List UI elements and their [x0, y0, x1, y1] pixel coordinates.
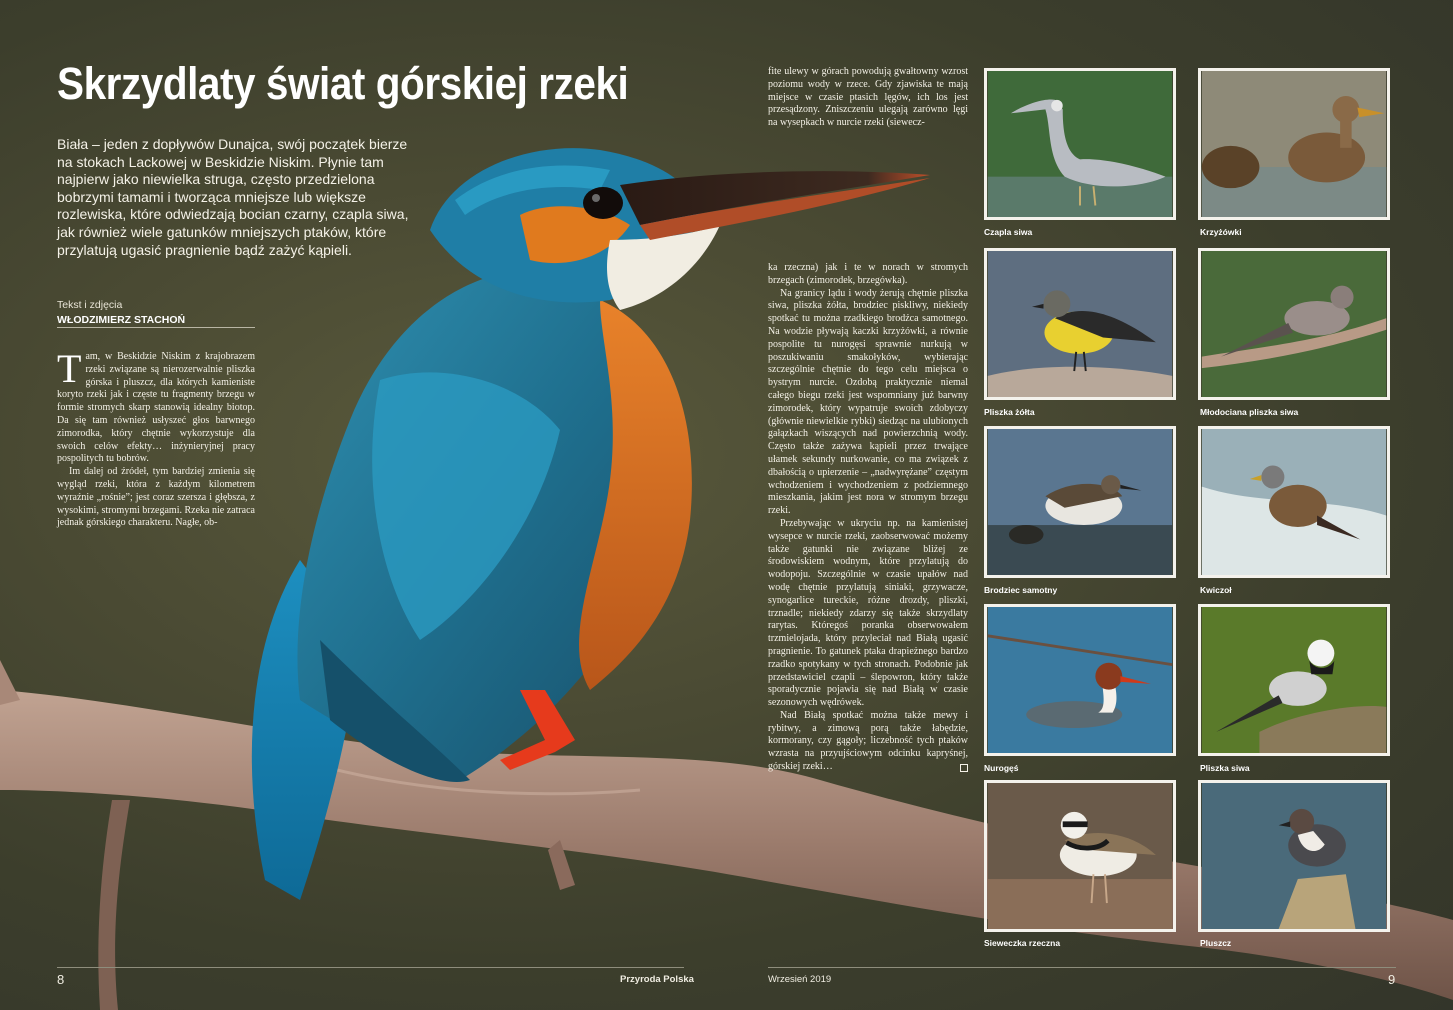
- fieldfare-photo: [1198, 426, 1390, 578]
- photo-caption: Nurogęś: [984, 763, 1019, 773]
- body-paragraph: fite ulewy w górach powodują gwałtowny wzrost poziomu wody w rzece. Gdy zjawiska te mają miejsce w czasie ptasich lęgów, ich los jest przesądzony. Zniszczeniu ulegają zarówno lęgi na wysepkach w nurcie rzeki (siewecz-: [768, 66, 968, 129]
- photo-caption: Kwiczoł: [1200, 585, 1232, 595]
- article-lead: Biała – jeden z dopływów Dunajca, swój początek bierze na stokach Lackowej w Beskidzie Niskim. Płynie tam najpierw jako niewielka struga, często przedzielona bobrzymi tamami i tworząca mniejsze lub większe rozlewiska, które odwiedzają bocian czarny, czapla siwa, jak również wiele gatunków mniejszych ptaków, które przylatują ugasić pragnienie bądź zażyć kąpieli.: [57, 136, 409, 258]
- footer-rule-left: [57, 967, 684, 968]
- author-name: WŁODZIMIERZ STACHOŃ: [57, 314, 186, 326]
- green-sandpiper-photo: [984, 426, 1176, 578]
- body-paragraph: Nad Białą spotkać można także mewy i rybitwy, a zimową porą także łabędzie, kormorany, czy gągoły; liczebność tych ptaków wzrasta na przyujściowym odcinku kapryśnej, górskiej rzeki…: [768, 709, 968, 773]
- yellow-wagtail-photo: [984, 248, 1176, 400]
- footer-rule-right: [768, 967, 1396, 968]
- article-title: Skrzydlaty świat górskiej rzeki: [57, 58, 629, 109]
- page-number-right: 9: [1388, 972, 1396, 987]
- goosander-photo: [984, 604, 1176, 756]
- white-wagtail-photo: [1198, 604, 1390, 756]
- photo-caption: Pliszka żółta: [984, 407, 1035, 417]
- body-paragraph: ka rzeczna) jak i te w norach w stromych brzegach (zimorodek, brzegówka).: [768, 262, 968, 286]
- body-column-1: [57, 346, 255, 530]
- dipper-photo: [1198, 780, 1390, 932]
- body-paragraph: Przebywając w ukryciu np. na kamienistej wysepce w nurcie rzeki, zaobserwować możemy także gatunki nie związane bliżej ze środowiskiem wodnym, które przylatują do wodopoju. Szczególnie w czasie upałów nad wodę chętnie przylatują siniaki, grzywacze, synogarlice tureckie, różne drozdy, pliszki, trznadle; niekiedy zdarzy się także skrzydlaty rarytas. Któregoś poranka obserwowałem trzmielojada, który przyleciał nad Białą ugasić pragnienie. To gatunek ptaka drapieżnego bardzo rzadko spotykany w tych stronach. Podobnie jak przedstawiciel czapli – ślepowron, który także sporadycznie pojawia się nad Białą w czasie sezonowych wędrówek.: [768, 517, 968, 709]
- body-paragraph: am, w Beskidzie Niskim z krajobrazem rzeki związane są nierozerwalnie pliszka górska i pluszcz, dla których kamieniste koryto rzeki jak i częste tu fragmenty brzegu w formie stromych skarp stanowią idealny biotop. Da się tam również usłyszeć głos barwnego zimorodka, który chętnie wykorzystuje dla swoich celów efekty… inżynieryjnej pracy pospolitych tu bobrów.: [57, 351, 255, 465]
- credit-label: Tekst i zdjęcia: [57, 299, 123, 311]
- page-number-left: 8: [57, 972, 65, 987]
- end-mark: [960, 764, 968, 772]
- body-paragraph: Na granicy lądu i wody żerują chętnie pliszka siwa, pliszka żółta, brodziec piskliwy, niekiedy spotkać tu można rzadkiego brodźca samotnego. Na wodzie pływają kaczki krzyżówki, a równie pospolite tu nurogęsi sprawnie nurkują w poszukiwaniu smakołyków, wybierając szczególnie chętnie do tego celu miejsca o bystrym nurcie. Ozdobą praktycznie niemal całego biegu rzeki jest wspomniany już barwny zimorodek, który wypatruje swoich zdobyczy (głównie niewielkie rybki) siedząc na ulubionych gałązkach wiszących nad powierzchnią wody. Często także zażywa kąpieli przez trwające ułamek sekundy nurkowanie, co ma związek z dbałością o upierzenie – „nadwyrężane” częstym wchodzeniem i wychodzeniem z podziemnego mieszkania, jakim jest nora w stromym brzegu rzeki.: [768, 287, 968, 517]
- photo-caption: Pliszka siwa: [1200, 763, 1250, 773]
- photo-caption: Sieweczka rzeczna: [984, 938, 1061, 948]
- issue-date: Wrzesień 2019: [768, 974, 832, 985]
- body-column-2: [768, 262, 968, 774]
- little-ringed-plover-photo: [984, 780, 1176, 932]
- magazine-name: Przyroda Polska: [620, 974, 694, 985]
- body-paragraph: Im dalej od źródeł, tym bardziej zmienia się wygląd rzeki, która z każdym kilometrem wyraźnie „rośnie”; jest coraz szersza i głębsza, z wysokimi, stromymi brzegami. Rzeka nie zatraca jednak górskiego charakteru. Nagłe, ob-: [57, 466, 255, 529]
- drop-cap: T: [57, 346, 82, 391]
- photo-caption: Młodociana pliszka siwa: [1200, 407, 1299, 417]
- heron-photo: [984, 68, 1176, 220]
- photo-caption: Brodziec samotny: [984, 585, 1058, 595]
- juvenile-white-wagtail-photo: [1198, 248, 1390, 400]
- photo-caption: Czapla siwa: [984, 227, 1033, 237]
- body-column-2-top: [768, 66, 968, 130]
- photo-caption: Krzyżówki: [1200, 227, 1242, 237]
- photo-caption: Pluszcz: [1200, 938, 1232, 948]
- credit-divider: [57, 327, 255, 328]
- mallard-photo: [1198, 68, 1390, 220]
